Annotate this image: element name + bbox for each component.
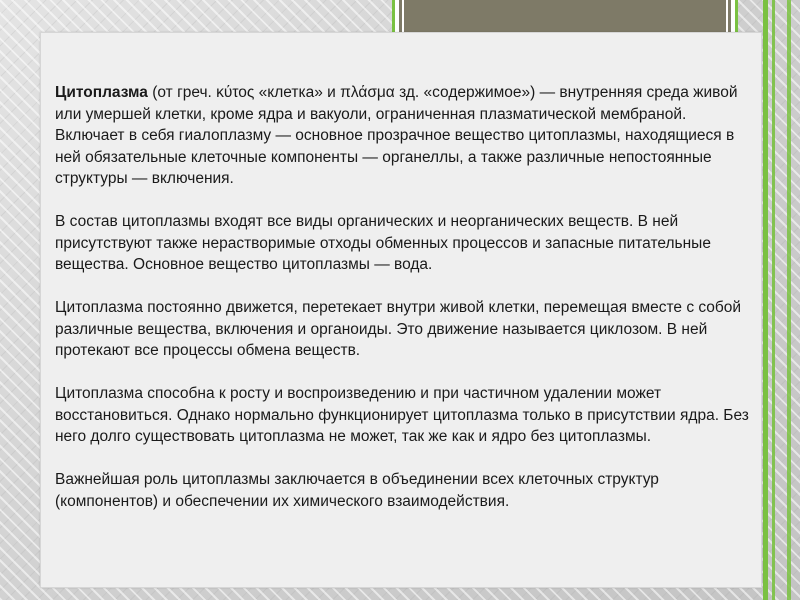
- paragraph-movement: Цитоплазма постоянно движется, перетекает внутри живой клетки, перемещая вместе с собой различные вещества, включения и органоиды. Это движение называется циклозом. В ней протекают все процессы обмена веществ.: [55, 299, 742, 359]
- term-heading: Цитоплазма: [55, 84, 148, 101]
- paragraph-role: Важнейшая роль цитоплазмы заключается в объединении всех клеточных структур (компонентов) и обеспечении их химического взаимодействия.: [55, 471, 659, 510]
- accent-stripe: [787, 0, 791, 600]
- paragraph-composition: В состав цитоплазмы входят все виды органических и неорганических веществ. В ней присутствуют также нерастворимые отходы обменных процессов и запасные питательные вещества. Основное вещество цитоплазмы — вода.: [55, 213, 711, 273]
- slide-text-body: [55, 82, 755, 534]
- accent-stripe: [763, 0, 768, 600]
- paragraph-growth: Цитоплазма способна к росту и воспроизведению и при частичном удалении может восстановиться. Однако нормально функционирует цитоплазма только в присутствии ядра. Без него долго существовать цитоплазма не может, так же как и ядро без цитоплазмы.: [55, 385, 749, 445]
- accent-stripe: [772, 0, 775, 600]
- paragraph-definition: [55, 82, 755, 190]
- definition-text: (от греч. κύτος «клетка» и πλάσμα зд. «содержимое») — внутренняя среда живой или умершей клетки, кроме ядра и вакуоли, ограниченная плазматической мембраной. Включает в себя гиалоплазму — основное прозрачное вещество цитоплазмы, находящиеся в ней обязательные клеточные компоненты — органеллы, а также различные непостоянные структуры — включения.: [55, 84, 738, 187]
